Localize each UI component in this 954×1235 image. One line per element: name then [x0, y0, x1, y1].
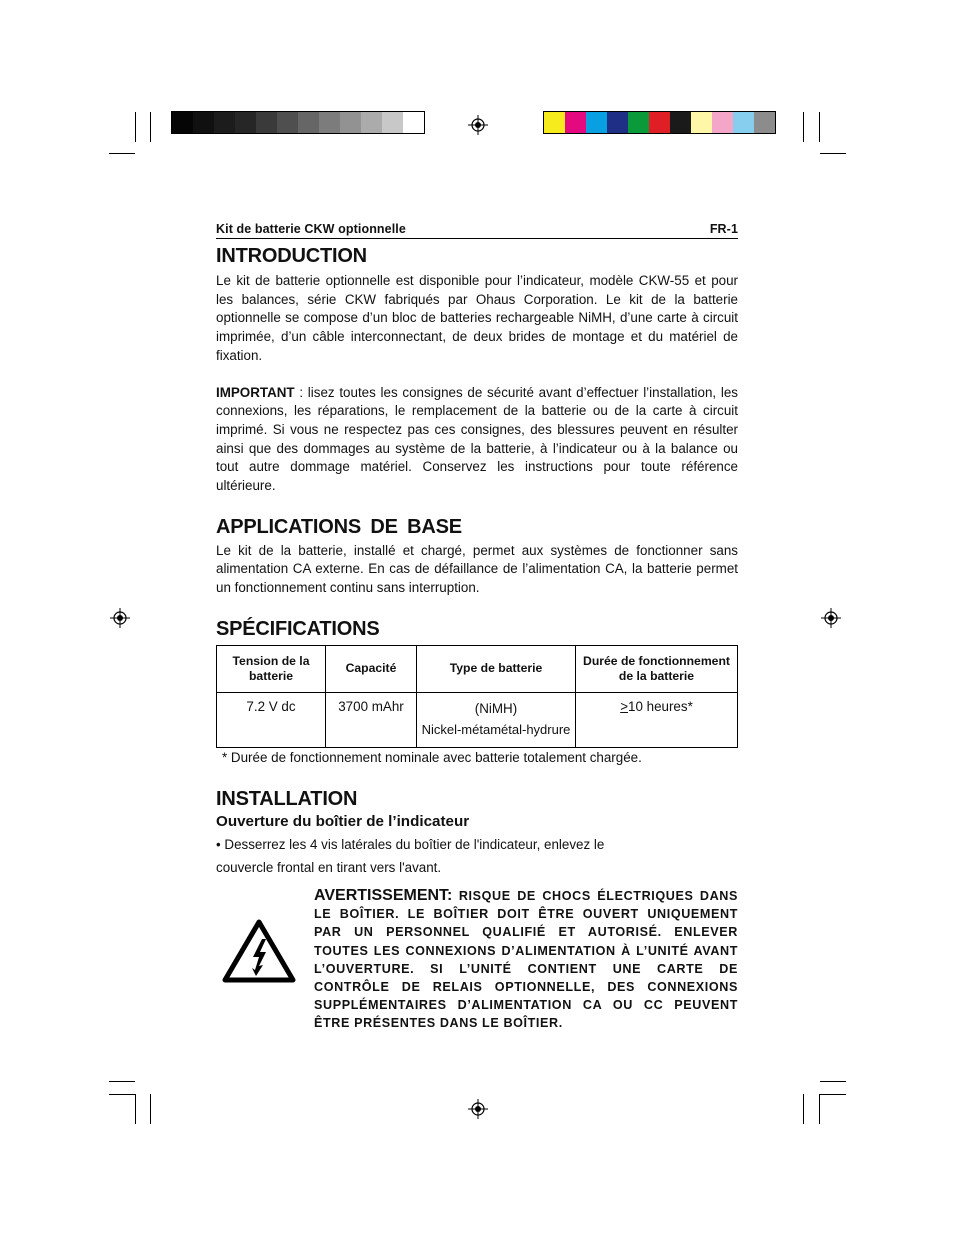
- running-header-title: Kit de batterie CKW optionnelle: [216, 222, 406, 236]
- installation-subheading: Ouverture du boîtier de l’indicateur: [216, 812, 470, 830]
- page-content: [216, 222, 738, 1037]
- color-swatch: [691, 112, 712, 133]
- header-duration: Durée de fonctionnement de la batterie: [576, 645, 738, 692]
- cell-type: [417, 692, 576, 747]
- color-swatch: [319, 112, 340, 133]
- header-voltage: Tension de la batterie: [217, 645, 326, 692]
- intro-heading: INTRODUCTION: [216, 245, 367, 267]
- cell-type-line2: Nickel-métamétal-hydrure: [421, 721, 571, 737]
- specifications-heading: SPÉCIFICATIONS: [216, 617, 380, 640]
- color-swatch: [544, 112, 565, 133]
- warning-text-block: [314, 887, 738, 1033]
- color-swatch: [586, 112, 607, 133]
- applications-heading: APPLICATIONS DE BASE: [216, 515, 462, 538]
- greater-equal-symbol: >: [620, 698, 629, 714]
- important-text: : lisez toutes les consignes de sécurité avant d’effectuer l’installation, les connexions, les réparations, le remplacement de la batterie ou de la carte à circuit imprimé. Si vous ne respectez pas ces consignes, des blessures peuvent en résulter ainsi que des dommages au système de la batterie, à l’indicateur ou à la balance ou tout autre dommage matériel. Conservez les instructions pour toute référence ultérieure.: [216, 384, 738, 494]
- applications-paragraph: Le kit de la batterie, installé et chargé, permet aux systèmes de fonctionner sans alimentation CA externe. En cas de défaillance de l’alimentation CA, la batterie permet un fonctionnement continu sans interruption.: [216, 542, 738, 596]
- table-header-row: [217, 645, 738, 692]
- color-swatch: [670, 112, 691, 133]
- intro-paragraph: Le kit de batterie optionnelle est disponible pour l’indicateur, modèle CKW-55 et pour les balances, série CKW fabriqués par Ohaus Corporation. Le kit de la batterie optionnelle se compose d’un bloc de batteries rechargeable NiMH, d’une carte à circuit imprimée, d’un câble interconnectant, de deux brides de montage et du matériel de fixation.: [216, 273, 738, 363]
- color-swatch: [235, 112, 256, 133]
- warning-label: AVERTISSEMENT:: [314, 886, 453, 904]
- registration-mark-icon: [468, 1099, 488, 1119]
- color-swatch: [361, 112, 382, 133]
- color-swatch: [193, 112, 214, 133]
- process-color-bar: [543, 111, 776, 134]
- cell-voltage: 7.2 V dc: [217, 692, 326, 747]
- table-row: [217, 692, 738, 747]
- registration-mark-icon: [468, 115, 488, 135]
- warning-text: RISQUE DE CHOCS ÉLECTRIQUES DANS LE BOÎTIER. LE BOÎTIER DOIT ÊTRE OUVERT UNIQUEMENT PAR UN PERSONNEL QUALIFIÉ ET AUTORISÉ. ENLEVER TOUTES LES CONNEXIONS D’ALIMENTATION À L’UNITÉ AVANT L’OUVERTURE. SI L’UNITÉ CONTIENT UNE CARTE DE CONTRÔLE DE RELAIS OPTIONNELLE, DES CONNEXIONS SUPPLÉMENTAIRES D’ALIMENTATION CA OU CC PEUVENT ÊTRE PRÉSENTES DANS LE BOÎTIER.: [314, 888, 738, 1031]
- electric-shock-warning-icon: [222, 919, 296, 983]
- color-swatch: [565, 112, 586, 133]
- color-swatch: [298, 112, 319, 133]
- color-swatch: [382, 112, 403, 133]
- header-capacity: Capacité: [326, 645, 417, 692]
- color-swatch: [712, 112, 733, 133]
- bullet-line-1: • Desserrez les 4 vis latérales du boîtier de l'indicateur, enlevez le: [216, 836, 605, 852]
- specifications-table: [216, 645, 738, 748]
- bullet-line-2: couvercle frontal en tirant vers l'avant.: [216, 860, 442, 876]
- color-swatch: [628, 112, 649, 133]
- color-swatch: [754, 112, 775, 133]
- color-swatch: [172, 112, 193, 133]
- grayscale-color-bar: [171, 111, 425, 134]
- important-label: IMPORTANT: [216, 384, 295, 400]
- cell-duration-value: 10 heures*: [628, 698, 693, 714]
- installation-heading: INSTALLATION: [216, 787, 358, 810]
- color-swatch: [277, 112, 298, 133]
- color-swatch: [403, 112, 424, 133]
- registration-mark-icon: [110, 608, 130, 628]
- registration-mark-icon: [821, 608, 841, 628]
- cell-duration: [576, 692, 738, 747]
- color-swatch: [214, 112, 235, 133]
- color-swatch: [256, 112, 277, 133]
- color-swatch: [607, 112, 628, 133]
- cell-capacity: 3700 mAhr: [326, 692, 417, 747]
- table-footnote: * Durée de fonctionnement nominale avec batterie totalement chargée.: [222, 749, 642, 765]
- important-paragraph: [216, 384, 738, 496]
- color-swatch: [649, 112, 670, 133]
- page-number: FR-1: [709, 222, 738, 236]
- color-swatch: [340, 112, 361, 133]
- header-type: Type de batterie: [417, 645, 576, 692]
- cell-type-line1: (NiMH): [474, 700, 518, 716]
- warning-block: [216, 887, 738, 1037]
- running-header: [216, 222, 738, 239]
- color-swatch: [733, 112, 754, 133]
